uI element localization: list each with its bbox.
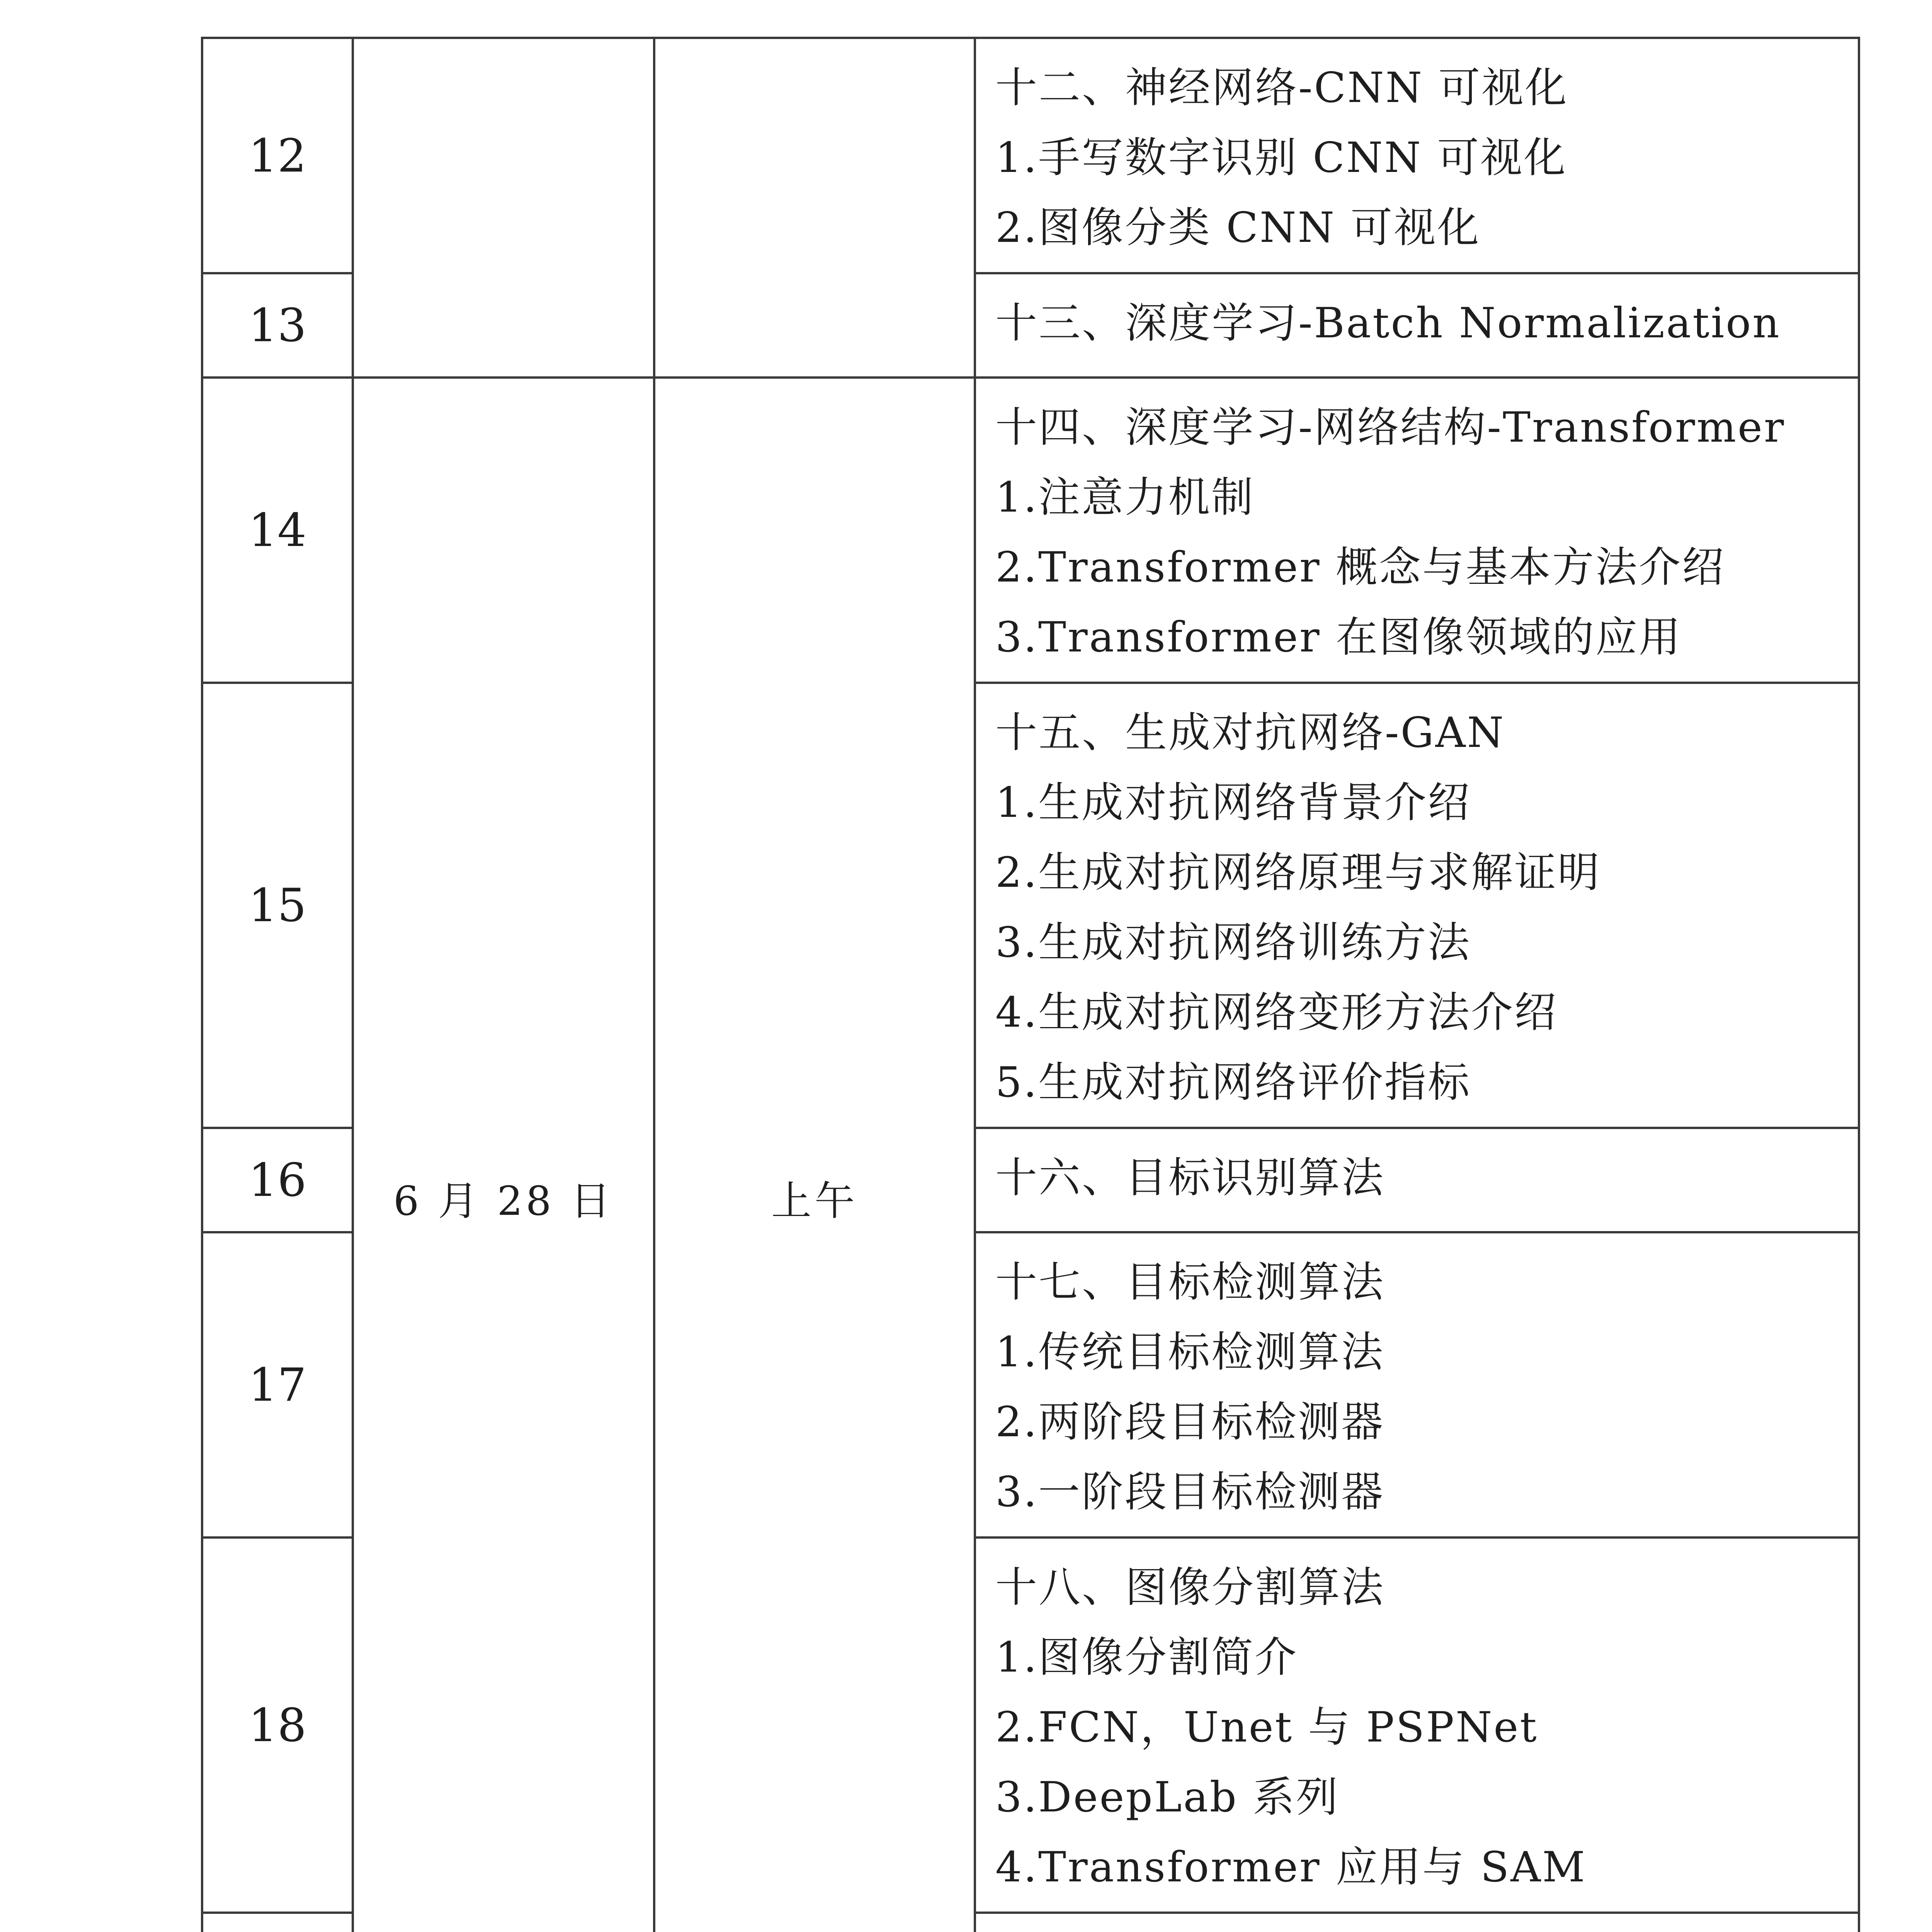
table-row <box>202 378 1859 683</box>
content-line: 1.生成对抗网络背景介绍 <box>995 779 1471 827</box>
content-line: 1.手写数字识别 CNN 可视化 <box>995 134 1567 182</box>
content-line: 2.FCN，Unet 与 PSPNet <box>995 1703 1538 1752</box>
content-line: 十二、神经网络-CNN 可视化 <box>995 64 1568 112</box>
session-content <box>975 273 1859 378</box>
session-content <box>975 38 1859 273</box>
session-number: 13 <box>202 273 353 378</box>
content-line: 3.DeepLab 系列 <box>995 1773 1340 1821</box>
content-line: 2.生成对抗网络原理与求解证明 <box>995 849 1601 897</box>
content-line: 3.一阶段目标检测器 <box>995 1468 1385 1516</box>
period-cell: 上午 <box>654 378 975 1932</box>
session-number: 12 <box>202 38 353 273</box>
content-line: 4.生成对抗网络变形方法介绍 <box>995 988 1558 1037</box>
session-content <box>975 1537 1859 1913</box>
content-line: 2.Transformer 概念与基本方法介绍 <box>995 543 1725 592</box>
table-row <box>202 38 1859 273</box>
content-line: 十八、图像分割算法 <box>995 1563 1385 1612</box>
content-line: 十四、深度学习-网络结构-Transformer <box>995 403 1786 452</box>
content-line: 4.Transformer 应用与 SAM <box>995 1843 1587 1891</box>
content-line: 十三、深度学习-Batch Normalization <box>995 299 1781 347</box>
content-line: 2.两阶段目标检测器 <box>995 1398 1385 1446</box>
session-content <box>975 1232 1859 1537</box>
date-cell-empty <box>353 38 654 378</box>
content-line: 十六、目标识别算法 <box>995 1154 1385 1202</box>
content-line: 十七、目标检测算法 <box>995 1258 1385 1306</box>
session-content <box>975 378 1859 683</box>
session-number: 16 <box>202 1128 353 1232</box>
session-number: 14 <box>202 378 353 683</box>
session-number: 17 <box>202 1232 353 1537</box>
period-cell-empty <box>654 38 975 378</box>
content-line: 3.生成对抗网络训练方法 <box>995 918 1471 967</box>
session-content <box>975 683 1859 1128</box>
session-number: 18 <box>202 1537 353 1913</box>
content-line: 1.传统目标检测算法 <box>995 1328 1385 1376</box>
content-line: 2.图像分类 CNN 可视化 <box>995 204 1481 252</box>
content-line: 3.Transformer 在图像领域的应用 <box>995 613 1682 662</box>
session-content <box>975 1128 1859 1232</box>
date-cell: 6 月 28 日 <box>353 378 654 1932</box>
content-line <box>995 1928 1858 1932</box>
content-line: 5.生成对抗网络评价指标 <box>995 1058 1471 1107</box>
content-line: 1.图像分割简介 <box>995 1633 1298 1682</box>
session-number <box>202 1913 353 1932</box>
session-number: 15 <box>202 683 353 1128</box>
content-line: 1.注意力机制 <box>995 473 1255 522</box>
session-content <box>975 1913 1859 1932</box>
schedule-table <box>201 37 1860 1932</box>
content-line: 十五、生成对抗网络-GAN <box>995 709 1505 757</box>
